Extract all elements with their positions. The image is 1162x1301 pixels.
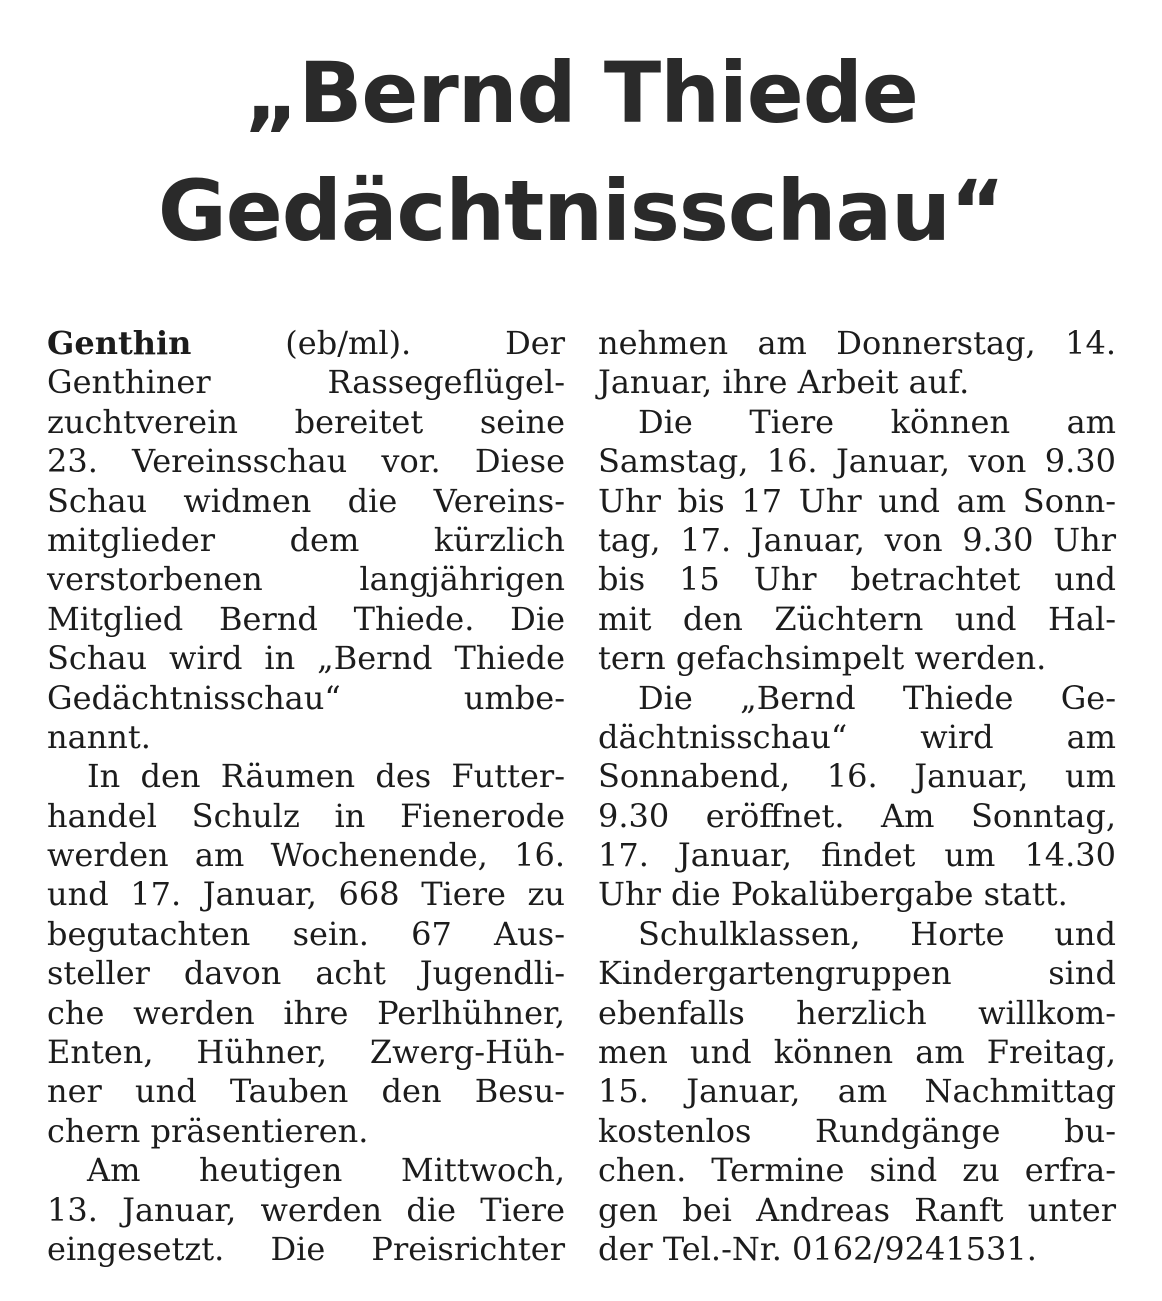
dateline-place: Genthin: [47, 324, 192, 362]
line-text: ebenfalls herzlich willkom-: [598, 993, 1116, 1032]
line-text: Die „Bernd Thiede Ge-: [638, 678, 1116, 717]
article-text-line: [598, 639, 1116, 678]
line-text: 9.30 eröffnet. Am Sonntag,: [598, 796, 1116, 835]
article-text-line: [47, 836, 565, 875]
line-text: (eb/ml). Der: [191, 324, 565, 362]
line-text: steller davon acht Jugendli-: [47, 954, 565, 993]
article-text-line: [598, 482, 1116, 521]
article-text-line: [598, 1112, 1116, 1151]
article-text-line: [47, 639, 565, 678]
article-text-line: [598, 797, 1116, 836]
line-text: Schulklassen, Horte und: [638, 914, 1116, 953]
line-text: Gedächtnisschau“ umbe-: [47, 678, 565, 717]
line-text: Kindergartengruppen sind: [598, 954, 1116, 993]
article-text-line: [598, 679, 1116, 718]
line-text: mit den Züchtern und Hal-: [598, 599, 1116, 638]
line-text: 23. Vereinsschau vor. Diese: [47, 442, 565, 481]
line-text: Uhr bis 17 Uhr und am Sonn-: [598, 481, 1116, 520]
line-text: eingesetzt. Die Preisrichter: [47, 1229, 565, 1268]
line-text: nehmen am Donnerstag, 14.: [598, 324, 1116, 362]
article-text-line: [598, 363, 1116, 402]
article-column-left: [47, 324, 565, 1269]
article-text-line: [598, 836, 1116, 875]
article-text-line: [47, 1033, 565, 1072]
article-text-line: [598, 757, 1116, 796]
article-text-line: [47, 324, 565, 363]
headline-line-1: „Bernd Thiede: [244, 44, 918, 142]
article-text-line: [47, 482, 565, 521]
line-text: verstorbenen langjährigen: [47, 560, 565, 599]
line-text: chen. Termine sind zu erfra-: [598, 1151, 1116, 1190]
article-text-line: [598, 1033, 1116, 1072]
article-text-line: [598, 324, 1116, 363]
article-text-line: [598, 875, 1116, 914]
article-text-line: [47, 1112, 565, 1151]
line-text: dächtnisschau“ wird am: [598, 717, 1116, 756]
article-text-line: [47, 1151, 565, 1190]
article-text-line: [598, 521, 1116, 560]
article-text-line: [47, 403, 565, 442]
article-text-line: [47, 915, 565, 954]
line-text: der Tel.-Nr. 0162/9241531.: [598, 1229, 1037, 1268]
article-text-line: [47, 1230, 565, 1269]
article-text-line: [598, 560, 1116, 599]
line-text: werden am Wochenende, 16.: [47, 836, 565, 875]
article-text-line: [598, 1072, 1116, 1111]
line-text: 13. Januar, werden die Tiere: [47, 1190, 565, 1229]
line-text: che werden ihre Perlhühner,: [47, 993, 565, 1032]
article-text-line: [598, 1230, 1116, 1269]
line-text: bis 15 Uhr betrachtet und: [598, 560, 1116, 599]
article-text-line: [47, 954, 565, 993]
line-text: men und können am Freitag,: [598, 1033, 1116, 1072]
article-text-line: [47, 679, 565, 718]
line-text: handel Schulz in Fienerode: [47, 796, 565, 835]
line-text: 15. Januar, am Nachmittag: [598, 1072, 1116, 1111]
article-text-line: [47, 442, 565, 481]
line-text: gen bei Andreas Ranft unter: [598, 1190, 1116, 1229]
line-text: chern präsentieren.: [47, 1111, 369, 1150]
line-text: mitglieder dem kürzlich: [47, 520, 565, 559]
article-text-line: [47, 363, 565, 402]
article-text-line: [47, 1072, 565, 1111]
article-text-line: [598, 718, 1116, 757]
line-text: und 17. Januar, 668 Tiere zu: [47, 875, 565, 914]
article-text-line: [47, 718, 565, 757]
article-text-line: [47, 797, 565, 836]
line-text: Januar, ihre Arbeit auf.: [598, 363, 970, 402]
article-text-line: [598, 1191, 1116, 1230]
line-text: ner und Tauben den Besu-: [47, 1072, 565, 1111]
article-text-line: [47, 600, 565, 639]
line-text: Samstag, 16. Januar, von 9.30: [598, 442, 1116, 481]
line-text: begutachten sein. 67 Aus-: [47, 914, 565, 953]
article-text-line: [598, 994, 1116, 1033]
article-text-line: [598, 1151, 1116, 1190]
line-text: zuchtverein bereitet seine: [47, 402, 565, 441]
article-text-line: [598, 915, 1116, 954]
article-text-line: [598, 600, 1116, 639]
line-text: 17. Januar, findet um 14.30: [598, 836, 1116, 875]
line-text: Schau wird in „Bernd Thiede: [47, 639, 565, 678]
headline-line-2: Gedächtnisschau“: [157, 162, 1005, 260]
article-text-line: [47, 757, 565, 796]
line-text: Schau widmen die Vereins-: [47, 481, 565, 520]
line-text: Die Tiere können am: [638, 402, 1116, 441]
line-text: In den Räumen des Futter-: [87, 757, 565, 796]
article-text-line: [598, 403, 1116, 442]
line-text: kostenlos Rundgänge bu-: [598, 1111, 1116, 1150]
article-text-line: [598, 442, 1116, 481]
article-text-line: [47, 1191, 565, 1230]
line-text: nannt.: [47, 717, 151, 756]
article-text-line: [47, 994, 565, 1033]
article-column-right: [598, 324, 1116, 1269]
article-headline: [0, 34, 1162, 270]
line-text: Am heutigen Mittwoch,: [87, 1151, 565, 1190]
line-text: Uhr die Pokalübergabe statt.: [598, 875, 1068, 914]
article-text-line: [47, 560, 565, 599]
line-text: Sonnabend, 16. Januar, um: [598, 757, 1116, 796]
line-text: tern gefachsimpelt werden.: [598, 639, 1047, 678]
line-text: Genthiner Rassegeflügel-: [47, 363, 565, 402]
line-text: Enten, Hühner, Zwerg-Hüh-: [47, 1033, 565, 1072]
line-text: Mitglied Bernd Thiede. Die: [47, 599, 565, 638]
article-text-line: [47, 521, 565, 560]
article-text-line: [598, 954, 1116, 993]
article-text-line: [47, 875, 565, 914]
line-text: tag, 17. Januar, von 9.30 Uhr: [598, 520, 1116, 559]
